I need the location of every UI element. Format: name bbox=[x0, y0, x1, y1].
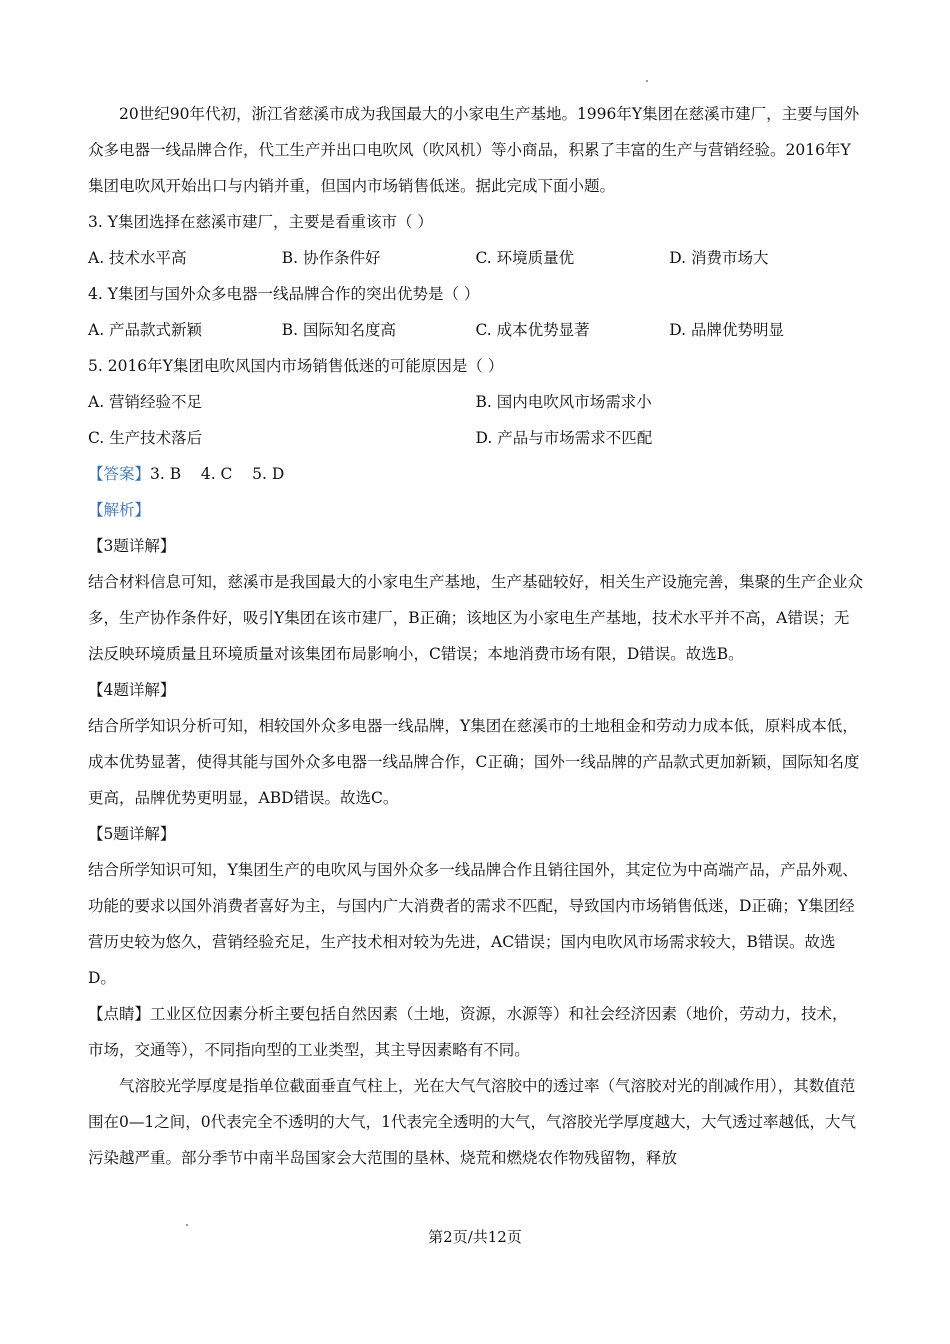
detail-5-text: 结合所学知识可知，Y集团生产的电吹风与国外众多一线品牌合作且销往国外，其定位为中高端产品，产品外观、功能的要求以国外消费者喜好为主，与国内广大消费者的需求不匹配，导致国内市场销售低迷，D正确；Y集团经营历史较为悠久，营销经验充足，生产技术相对较为先进，AC错误；国内电吹风市场需求较大，B错误。故选D。 bbox=[88, 861, 858, 987]
note-tag: 【点睛】 bbox=[88, 1005, 151, 1023]
q3-option-b: B. 协作条件好 bbox=[281, 249, 381, 267]
q3-option-a: A. 技术水平高 bbox=[88, 249, 187, 267]
q3-option-d: D. 消费市场大 bbox=[669, 249, 769, 267]
question-4-stem: 4. Y集团与国外众多电器一线品牌合作的突出优势是（ ） bbox=[88, 285, 480, 303]
answer-text: 3. B 4. C 5. D bbox=[150, 465, 285, 483]
top-dot-mark bbox=[646, 80, 648, 82]
q5-option-d: D. 产品与市场需求不匹配 bbox=[475, 429, 653, 447]
analysis-tag: 【解析】 bbox=[88, 501, 151, 519]
question-3-options bbox=[88, 240, 863, 276]
q3-option-c: C. 环境质量优 bbox=[475, 249, 575, 267]
q4-option-a: A. 产品款式新颖 bbox=[88, 321, 203, 339]
detail-3-text: 结合材料信息可知，慈溪市是我国最大的小家电生产基地，生产基础较好，相关生产设施完善，集聚的生产企业众多，生产协作条件好，吸引Y集团在该市建厂，B正确；该地区为小家电生产基地，技术水平并不高，A错误；无法反映环境质量且环境质量对该集团布局影响小，C错误；本地消费市场有限，D错误。故选B。 bbox=[88, 573, 864, 663]
question-5-stem: 5. 2016年Y集团电吹风国内市场销售低迷的可能原因是（ ） bbox=[88, 357, 504, 375]
q5-option-b: B. 国内电吹风市场需求小 bbox=[475, 393, 652, 411]
answer-tag: 【答案】 bbox=[88, 465, 151, 483]
q5-option-c: C. 生产技术落后 bbox=[88, 429, 203, 447]
question-5-options-row-1 bbox=[88, 384, 863, 420]
detail-3-title: 【3题详解】 bbox=[88, 537, 176, 555]
detail-4-text: 结合所学知识分析可知，相较国外众多电器一线品牌，Y集团在慈溪市的土地租金和劳动力成本低，原料成本低，成本优势显著，使得其能与国外众多电器一线品牌合作，C正确；国外一线品牌的产品款式更加新颖，国际知名度更高，品牌优势更明显，ABD错误。故选C。 bbox=[88, 717, 860, 807]
answer-line bbox=[88, 456, 863, 492]
page-footer: 第2页/共12页 bbox=[428, 1228, 522, 1246]
question-3-stem: 3. Y集团选择在慈溪市建厂，主要是看重该市（ ） bbox=[88, 213, 433, 231]
detail-5-title: 【5题详解】 bbox=[88, 825, 176, 843]
q4-option-d: D. 品牌优势明显 bbox=[669, 321, 784, 339]
q4-option-c: C. 成本优势显著 bbox=[475, 321, 590, 339]
document-page bbox=[88, 96, 863, 1176]
passage-2: 气溶胶光学厚度是指单位截面垂直气柱上，光在大气气溶胶中的透过率（气溶胶对光的削减作用），其数值范围在0—1之间，0代表完全不透明的大气，1代表完全透明的大气，气溶胶光学厚度越大，大气透过率越低，大气污染越严重。部分季节中南半岛国家会大范围的垦林、烧荒和燃烧农作物残留物，释放 bbox=[88, 1077, 856, 1167]
q4-option-b: B. 国际知名度高 bbox=[281, 321, 396, 339]
detail-4-title: 【4题详解】 bbox=[88, 681, 176, 699]
note-paragraph bbox=[88, 996, 863, 1068]
passage-1: 20世纪90年代初，浙江省慈溪市成为我国最大的小家电生产基地。1996年Y集团在慈溪市建厂，主要与国外众多电器一线品牌合作，代工生产并出口电吹风（吹风机）等小商品，积累了丰富的生产与营销经验。2016年Y集团电吹风开始出口与内销并重，但国内市场销售低迷。据此完成下面小题。 bbox=[88, 105, 860, 195]
question-4-options bbox=[88, 312, 863, 348]
note-text: 工业区位因素分析主要包括自然因素（土地，资源，水源等）和社会经济因素（地价，劳动力，技术，市场，交通等），不同指向型的工业类型，其主导因素略有不同。 bbox=[88, 1005, 848, 1059]
q5-option-a: A. 营销经验不足 bbox=[88, 393, 203, 411]
question-5-options-row-2 bbox=[88, 420, 863, 456]
